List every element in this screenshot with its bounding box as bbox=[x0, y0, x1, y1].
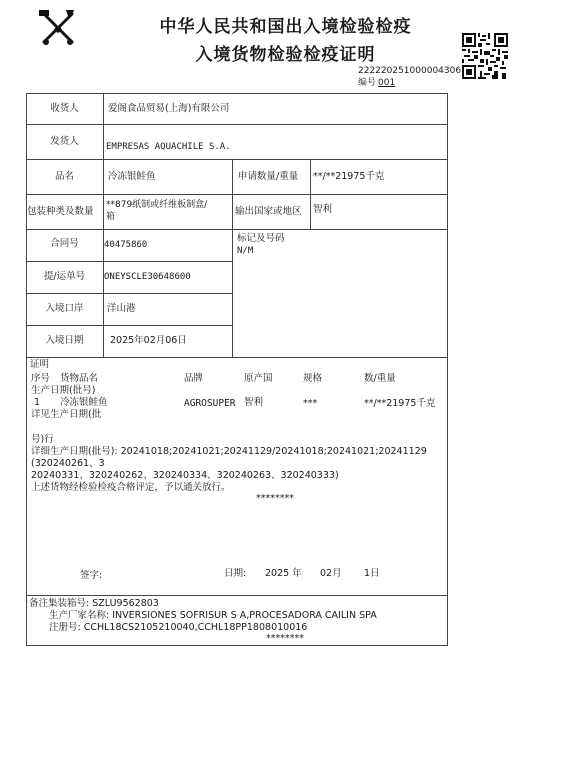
col-brand-header: 品牌 bbox=[184, 373, 204, 384]
certificate-number bbox=[358, 65, 461, 89]
contract-value: 40475860 bbox=[104, 240, 148, 250]
item-note-line2: 号)行 bbox=[31, 434, 54, 445]
certificate-number-line2: 001 bbox=[378, 78, 396, 88]
origin-country-label: 输出国家或地区 bbox=[235, 206, 302, 217]
col-origin-header: 原产国 bbox=[244, 373, 273, 384]
quantity-label: 申请数量/重量 bbox=[238, 171, 299, 182]
item-seq: 1 bbox=[34, 397, 41, 408]
conclusion-text: 上述货物经检验检疫合格评定，予以通关放行。 bbox=[31, 482, 231, 493]
item-origin: 智利 bbox=[244, 397, 264, 408]
certificate-heading: 证明 bbox=[30, 359, 50, 370]
item-quantity: **/**21975千克 bbox=[364, 398, 436, 409]
document-title-line2: 入境货物检验检疫证明 bbox=[195, 45, 376, 65]
product-value: 冷冻银鲑鱼 bbox=[108, 171, 156, 182]
remarks-container-number: 备注集装箱号: SZLU9562803 bbox=[29, 598, 159, 609]
consignee-label: 收货人 bbox=[50, 103, 79, 114]
col-production-date-header: 生产日期(批号) bbox=[31, 385, 96, 396]
marks-value: N/M bbox=[237, 246, 254, 256]
contract-label: 合同号 bbox=[50, 238, 79, 249]
production-dates-line3: 20240331、320240262、320240334、320240263、320240333) bbox=[31, 470, 339, 481]
origin-country-value: 智利 bbox=[313, 204, 333, 215]
col-spec-header: 规格 bbox=[303, 373, 323, 384]
remarks-manufacturer: 生产厂家名称: INVERSIONES SOFRISUR S A,PROCESADORA CAILIN SPA bbox=[49, 610, 377, 621]
col-qty-header: 数/重量 bbox=[364, 373, 396, 384]
col-seq-header: 序号 bbox=[31, 373, 51, 384]
sign-date-month: 02月 bbox=[320, 568, 342, 579]
certificate-number-line1: 222220251000004306 bbox=[358, 66, 462, 76]
production-dates-line2: (320240261、3 bbox=[31, 458, 105, 469]
sign-date-day: 1日 bbox=[364, 568, 380, 579]
signature-label: 签字: bbox=[80, 570, 103, 581]
consignor-label: 发货人 bbox=[50, 136, 79, 147]
item-name: 冷冻银鲑鱼 bbox=[60, 397, 108, 408]
consignee-value: 爱阁食品贸易(上海)有限公司 bbox=[108, 103, 230, 114]
entry-date-label: 入境日期 bbox=[45, 335, 84, 346]
col-name-header: 货物品名 bbox=[60, 373, 99, 384]
remarks-end-stars: ******** bbox=[266, 633, 304, 644]
remarks-registration-number: 注册号: CCHL18CS2105210040,CCHL18PP1808010016 bbox=[49, 622, 308, 633]
certificate-end-stars: ******** bbox=[256, 493, 294, 504]
document-title-line1: 中华人民共和国出入境检验检疫 bbox=[159, 17, 412, 37]
marks-label: 标记及号码 bbox=[237, 233, 285, 244]
production-dates-line1: 详细生产日期(批号): 20241018;20241021;20241129/20241018;20241021;20241129 bbox=[31, 446, 427, 457]
item-note-line1: 详见生产日期(批 bbox=[31, 409, 102, 420]
sign-date-year: 2025 年 bbox=[265, 568, 302, 579]
packing-label: 包装种类及数量 bbox=[27, 206, 94, 217]
packing-value-line2: 箱 bbox=[106, 212, 116, 222]
product-label: 品名 bbox=[54, 171, 74, 182]
entry-date-value: 2025年02月06日 bbox=[110, 335, 187, 346]
item-spec: *** bbox=[303, 398, 318, 409]
certificate-number-label: 编号 bbox=[358, 78, 377, 88]
qr-code-icon bbox=[462, 33, 508, 79]
packing-value-line1: **879纸制或纤维板制盒/ bbox=[106, 200, 208, 210]
quantity-value: **/**21975千克 bbox=[313, 171, 385, 182]
sign-date-label: 日期: bbox=[224, 568, 247, 579]
item-brand: AGROSUPER bbox=[184, 398, 236, 409]
consignor-value: EMPRESAS AQUACHILE S.A. bbox=[106, 142, 231, 152]
entry-port-value: 洋山港 bbox=[107, 303, 136, 314]
bill-of-lading-label: 提/运单号 bbox=[43, 271, 86, 282]
entry-port-label: 入境口岸 bbox=[45, 303, 84, 314]
bill-of-lading-value: ONEYSCLE30648600 bbox=[104, 272, 191, 282]
